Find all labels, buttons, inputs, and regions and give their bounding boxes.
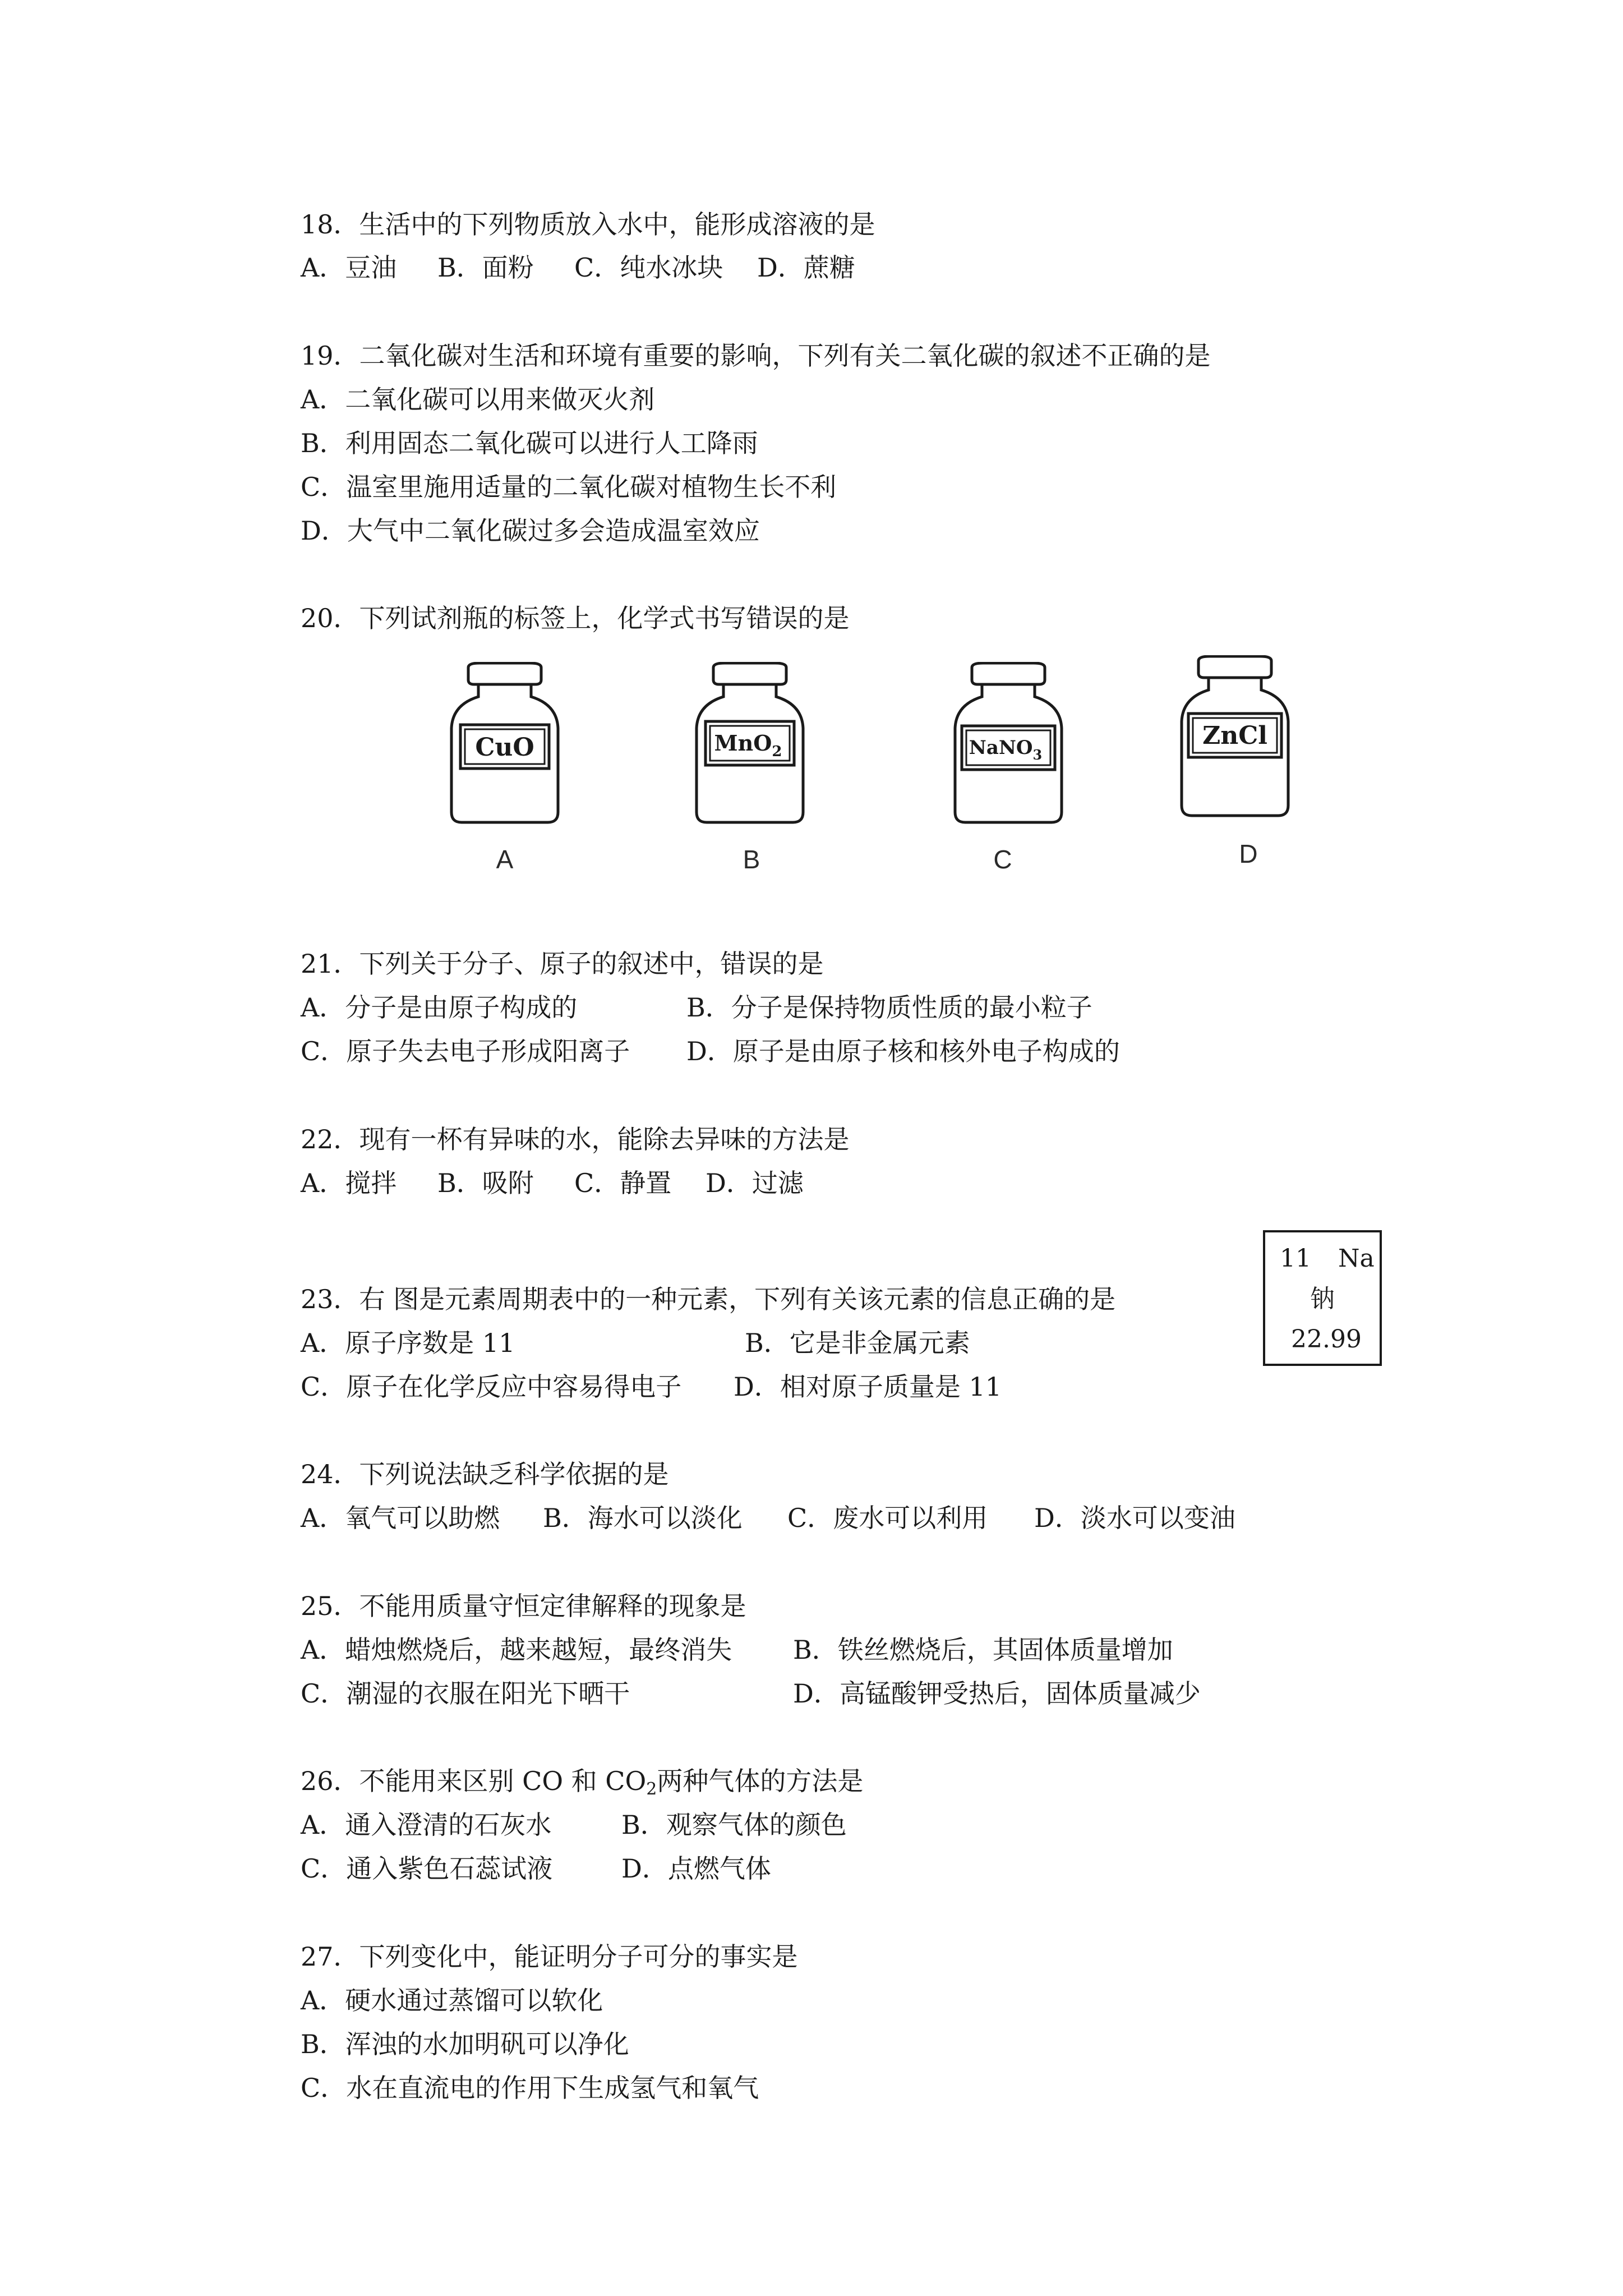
reagent-bottle-d: [1176, 655, 1294, 818]
option-a: A．硬水通过蒸馏可以软化: [301, 1985, 603, 2016]
svg-text:NaNO3: [969, 737, 1043, 763]
option-c: C．纯水冰块: [574, 252, 723, 283]
question-26-stem-part-1: 26．不能用来区别 CO 和 CO: [301, 1766, 647, 1796]
option-d: D．高锰酸钾受热后，固体质量减少: [793, 1678, 1201, 1709]
option-a: A．通入澄清的石灰水: [301, 1810, 552, 1840]
bottle-d-formula: ZnCl: [1202, 721, 1267, 750]
element-symbol: Na: [1338, 1244, 1375, 1273]
question-22-stem: 22．现有一杯有异味的水，能除去异味的方法是: [301, 1124, 850, 1154]
option-b: B．浑浊的水加明矾可以净化: [301, 2029, 629, 2059]
option-a: A．蜡烛燃烧后，越来越短，最终消失: [301, 1635, 732, 1665]
question-21-stem: 21．下列关于分子、原子的叙述中，错误的是: [301, 949, 824, 979]
element-name: 钠: [1310, 1285, 1335, 1313]
question-26-stem-part-2: 两种气体的方法是: [657, 1766, 864, 1796]
option-b: B．海水可以淡化: [543, 1503, 743, 1533]
reagent-bottle-a: [446, 662, 564, 825]
periodic-element-card: [1263, 1230, 1382, 1366]
bottle-b-subscript: 2: [772, 743, 782, 760]
option-b: B．吸附: [437, 1168, 534, 1198]
option-c: C．静置: [574, 1168, 672, 1198]
bottle-c-formula: NaNO: [969, 737, 1033, 759]
option-d: D．原子是由原子核和核外电子构成的: [686, 1036, 1120, 1066]
svg-text:ZnCl: [1202, 721, 1267, 750]
option-b: B．铁丝燃烧后，其固体质量增加: [793, 1635, 1173, 1665]
option-c: C．温室里施用适量的二氧化碳对植物生长不利: [301, 472, 837, 502]
option-b: B．它是非金属元素: [745, 1328, 970, 1358]
option-a: A．分子是由原子构成的: [301, 992, 578, 1023]
question-27-stem: 27．下列变化中，能证明分子可分的事实是: [301, 1941, 798, 1972]
option-c: C．原子失去电子形成阳离子: [301, 1036, 630, 1066]
question-24-stem: 24．下列说法缺乏科学依据的是: [301, 1459, 669, 1489]
bottle-c-subscript: 3: [1032, 747, 1043, 763]
option-a: A．原子序数是 11: [301, 1328, 515, 1358]
option-a: A．氧气可以助燃: [301, 1503, 500, 1533]
option-d: D．过滤: [706, 1168, 804, 1198]
option-c: C．原子在化学反应中容易得电子: [301, 1372, 682, 1402]
question-20-stem: 20．下列试剂瓶的标签上，化学式书写错误的是: [301, 603, 850, 633]
reagent-bottle-c: [949, 662, 1067, 825]
bottle-c-letter: C: [993, 845, 1012, 874]
bottle-a-formula: CuO: [475, 733, 534, 762]
option-c: C．潮湿的衣服在阳光下晒干: [301, 1678, 630, 1709]
bottle-a-letter: A: [496, 845, 514, 874]
question-25-stem: 25．不能用质量守恒定律解释的现象是: [301, 1591, 746, 1621]
bottle-b-letter: B: [743, 845, 760, 874]
question-19-stem: 19．二氧化碳对生活和环境有重要的影响，下列有关二氧化碳的叙述不正确的是: [301, 341, 1211, 371]
option-d: D．淡水可以变油: [1034, 1503, 1235, 1533]
option-d: D．点燃气体: [621, 1853, 771, 1884]
option-d: D．蔗糖: [757, 252, 855, 283]
option-d: D．相对原子质量是 11: [734, 1372, 1002, 1402]
option-b: B．观察气体的颜色: [621, 1810, 847, 1840]
bottle-b-formula: MnO: [714, 730, 772, 756]
option-d: D．大气中二氧化碳过多会造成温室效应: [301, 516, 760, 546]
option-b: B．利用固态二氧化碳可以进行人工降雨: [301, 428, 758, 458]
element-atomic-mass: 22.99: [1291, 1325, 1362, 1354]
question-18-stem: 18．生活中的下列物质放入水中，能形成溶液的是: [301, 209, 875, 240]
option-c: C．废水可以利用: [787, 1503, 988, 1533]
option-b: B．面粉: [437, 252, 534, 283]
question-23-stem: 23．右 图是元素周期表中的一种元素，下列有关该元素的信息正确的是: [301, 1284, 1116, 1314]
element-atomic-number: 11: [1280, 1244, 1311, 1273]
option-b: B．分子是保持物质性质的最小粒子: [686, 992, 1092, 1023]
option-c: C．通入紫色石蕊试液: [301, 1853, 553, 1884]
question-26-subscript: 2: [646, 1779, 657, 1799]
option-a: A．搅拌: [301, 1168, 397, 1198]
option-c: C．水在直流电的作用下生成氢气和氧气: [301, 2073, 759, 2103]
question-26-stem: [301, 1764, 863, 1806]
svg-text:CuO: [475, 733, 534, 762]
reagent-bottle-b: [691, 662, 809, 825]
bottle-d-letter: D: [1239, 839, 1258, 868]
svg-text:MnO2: [714, 730, 782, 760]
option-a: A．二氧化碳可以用来做灭火剂: [301, 384, 655, 415]
option-a: A．豆油: [301, 252, 397, 283]
